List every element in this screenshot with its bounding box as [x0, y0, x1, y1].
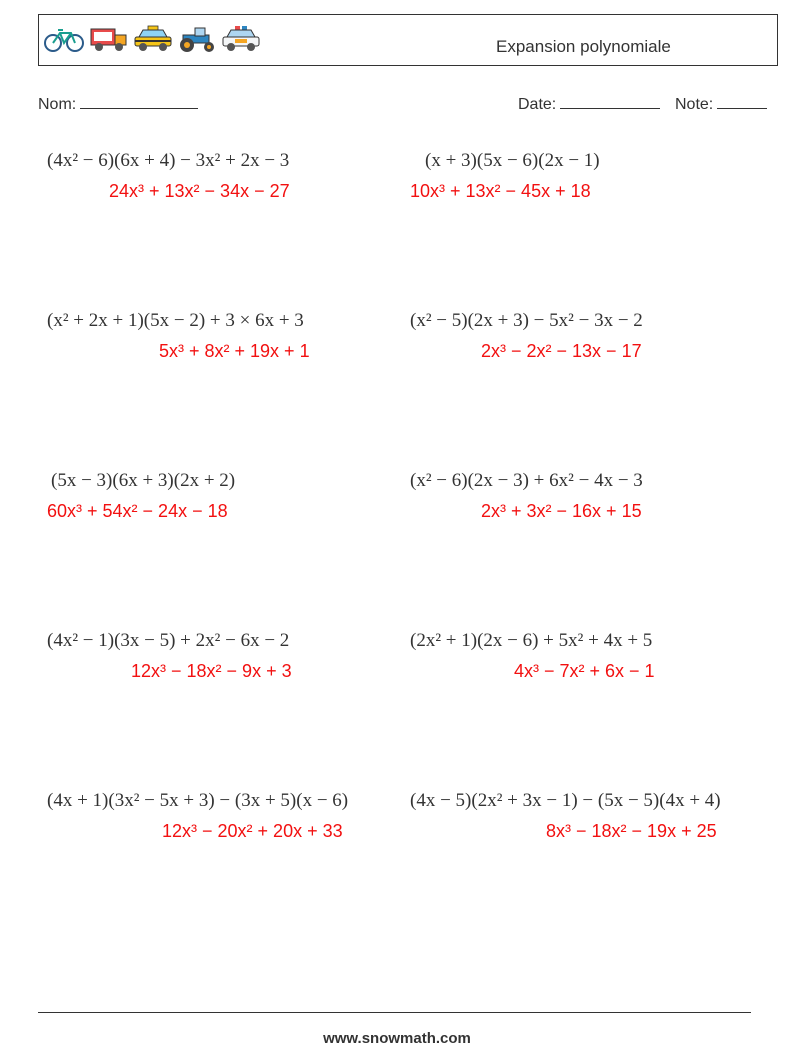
problem-3-answer: 5x³ + 8x² + 19x + 1 [159, 341, 310, 361]
name-blank[interactable] [80, 94, 198, 109]
problem-8-answer: 4x³ − 7x² + 6x − 1 [514, 661, 655, 681]
problem-6-question: (x² − 6)(2x − 3) + 6x² − 4x − 3 [410, 470, 643, 491]
tractor-icon [177, 25, 217, 53]
worksheet-title: Expansion polynomiale [496, 37, 671, 56]
name-field[interactable] [38, 94, 198, 114]
problem-3-question: (x² + 2x + 1)(5x − 2) + 3 × 6x + 3 [47, 310, 304, 331]
problem-1-answer: 24x³ + 13x² − 34x − 27 [109, 181, 290, 201]
worksheet-header [38, 14, 778, 66]
problem-7-answer: 12x³ − 18x² − 9x + 3 [131, 661, 292, 681]
problem-6-answer: 2x³ + 3x² − 16x + 15 [481, 501, 642, 521]
vehicle-icons [43, 25, 261, 53]
score-field[interactable] [675, 94, 767, 114]
problem-10-answer: 8x³ − 18x² − 19x + 25 [546, 821, 717, 841]
problem-8-question: (2x² + 1)(2x − 6) + 5x² + 4x + 5 [410, 630, 653, 651]
problem-2-question: (x + 3)(5x − 6)(2x − 1) [425, 150, 600, 171]
problem-7-question: (4x² − 1)(3x − 5) + 2x² − 6x − 2 [47, 630, 290, 651]
problem-5-question: (5x − 3)(6x + 3)(2x + 2) [51, 470, 236, 491]
taxi-icon [133, 25, 173, 53]
police-car-icon [221, 25, 261, 53]
footer-website[interactable]: www.snowmath.com [323, 1030, 471, 1047]
problem-1-question: (4x² − 6)(6x + 4) − 3x² + 2x − 3 [47, 150, 290, 171]
problem-4-answer: 2x³ − 2x² − 13x − 17 [481, 341, 642, 361]
bicycle-icon [43, 25, 85, 53]
footer-divider [38, 1012, 751, 1013]
problem-9-answer: 12x³ − 20x² + 20x + 33 [162, 821, 343, 841]
truck-icon [89, 25, 129, 53]
date-blank[interactable] [560, 94, 660, 109]
score-blank[interactable] [717, 94, 767, 109]
score-label: Note: [675, 96, 714, 113]
problem-10-question: (4x − 5)(2x² + 3x − 1) − (5x − 5)(4x + 4) [410, 790, 721, 811]
problem-2-answer: 10x³ + 13x² − 45x + 18 [410, 181, 591, 201]
date-label: Date: [518, 96, 557, 113]
name-label: Nom: [38, 96, 77, 113]
date-field[interactable] [518, 94, 660, 114]
problem-9-question: (4x + 1)(3x² − 5x + 3) − (3x + 5)(x − 6) [47, 790, 349, 811]
problem-4-question: (x² − 5)(2x + 3) − 5x² − 3x − 2 [410, 310, 643, 331]
problem-5-answer: 60x³ + 54x² − 24x − 18 [47, 501, 228, 521]
